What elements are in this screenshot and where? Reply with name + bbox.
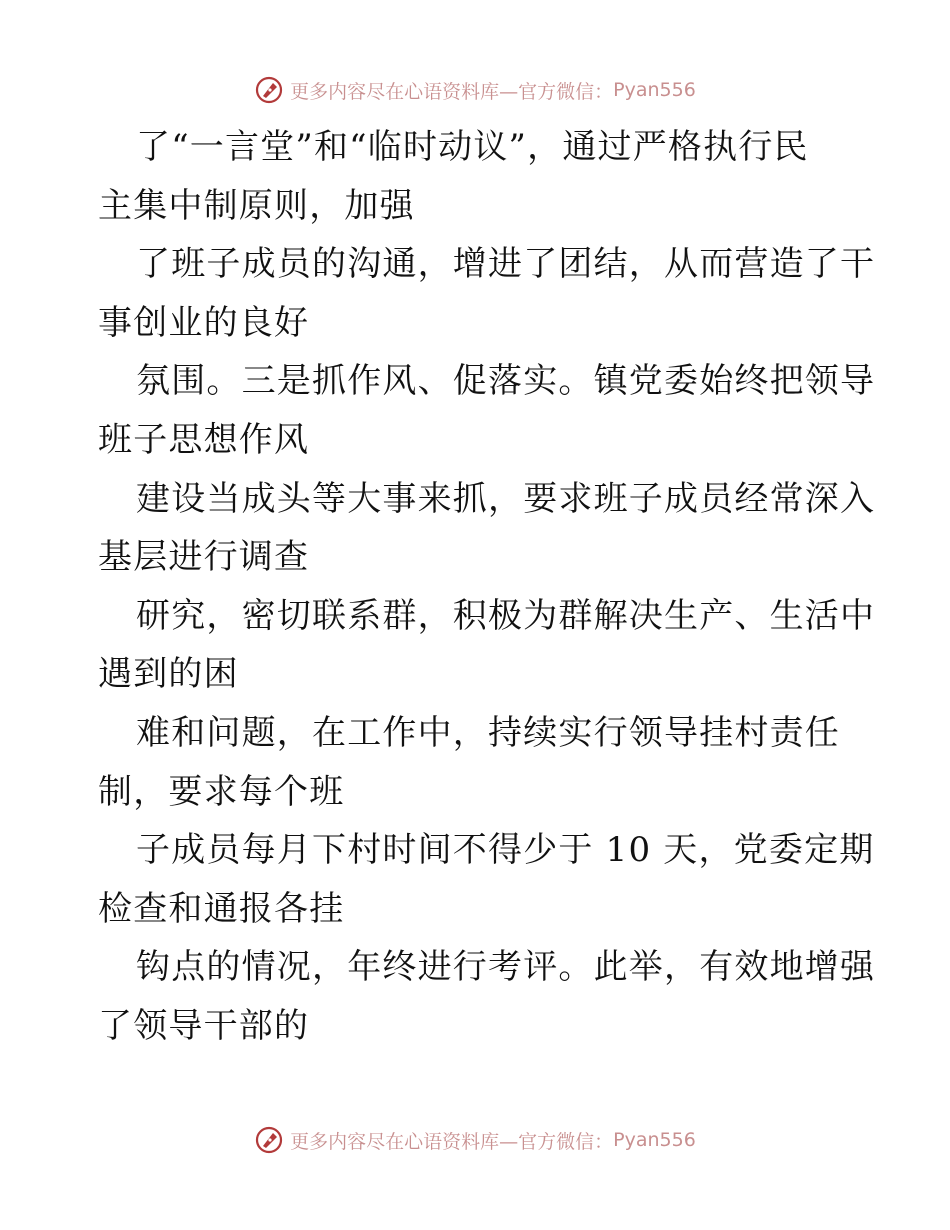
body-line: 事创业的良好 [98,302,310,343]
pen-nib-circle-icon [254,75,284,105]
header-watermark [0,70,950,110]
body-line: 检查和通报各挂 [98,888,345,929]
watermark-text: 更多内容尽在心语资料库—官方微信： [290,1130,614,1153]
body-line: 了班子成员的沟通，增进了团结，从而营造了干 [136,244,876,285]
watermark-wechat-id: Pyan556 [613,1129,696,1151]
body-line: 了领导干部的 [98,1005,310,1046]
body-line: 钩点的情况，年终进行考评。此举，有效地增强 [136,947,876,988]
body-line: 主集中制原则，加强 [98,185,415,226]
body-line: 制，要求每个班 [98,771,345,812]
body-line: 基层进行调查 [98,537,310,578]
pen-nib-circle-icon [254,1125,284,1155]
body-line: 研究，密切联系群，积极为群解决生产、生活中 [136,595,876,636]
body-line: 难和问题，在工作中，持续实行领导挂村责任 [136,712,840,753]
body-line: 子成员每月下村时间不得少于 10 天，党委定期 [136,830,875,871]
watermark-text: 更多内容尽在心语资料库—官方微信： [290,80,614,103]
watermark-wechat-id: Pyan556 [613,79,696,101]
footer-watermark [0,1120,950,1160]
body-line: 了“一言堂”和“临时动议”，通过严格执行民 [136,127,809,167]
body-line: 遇到的困 [98,654,239,695]
document-body [98,118,876,1056]
body-line: 班子思想作风 [98,419,310,460]
body-line: 氛围。三是抓作风、促落实。镇党委始终把领导 [136,361,876,402]
body-line: 建设当成头等大事来抓，要求班子成员经常深入 [136,478,876,519]
